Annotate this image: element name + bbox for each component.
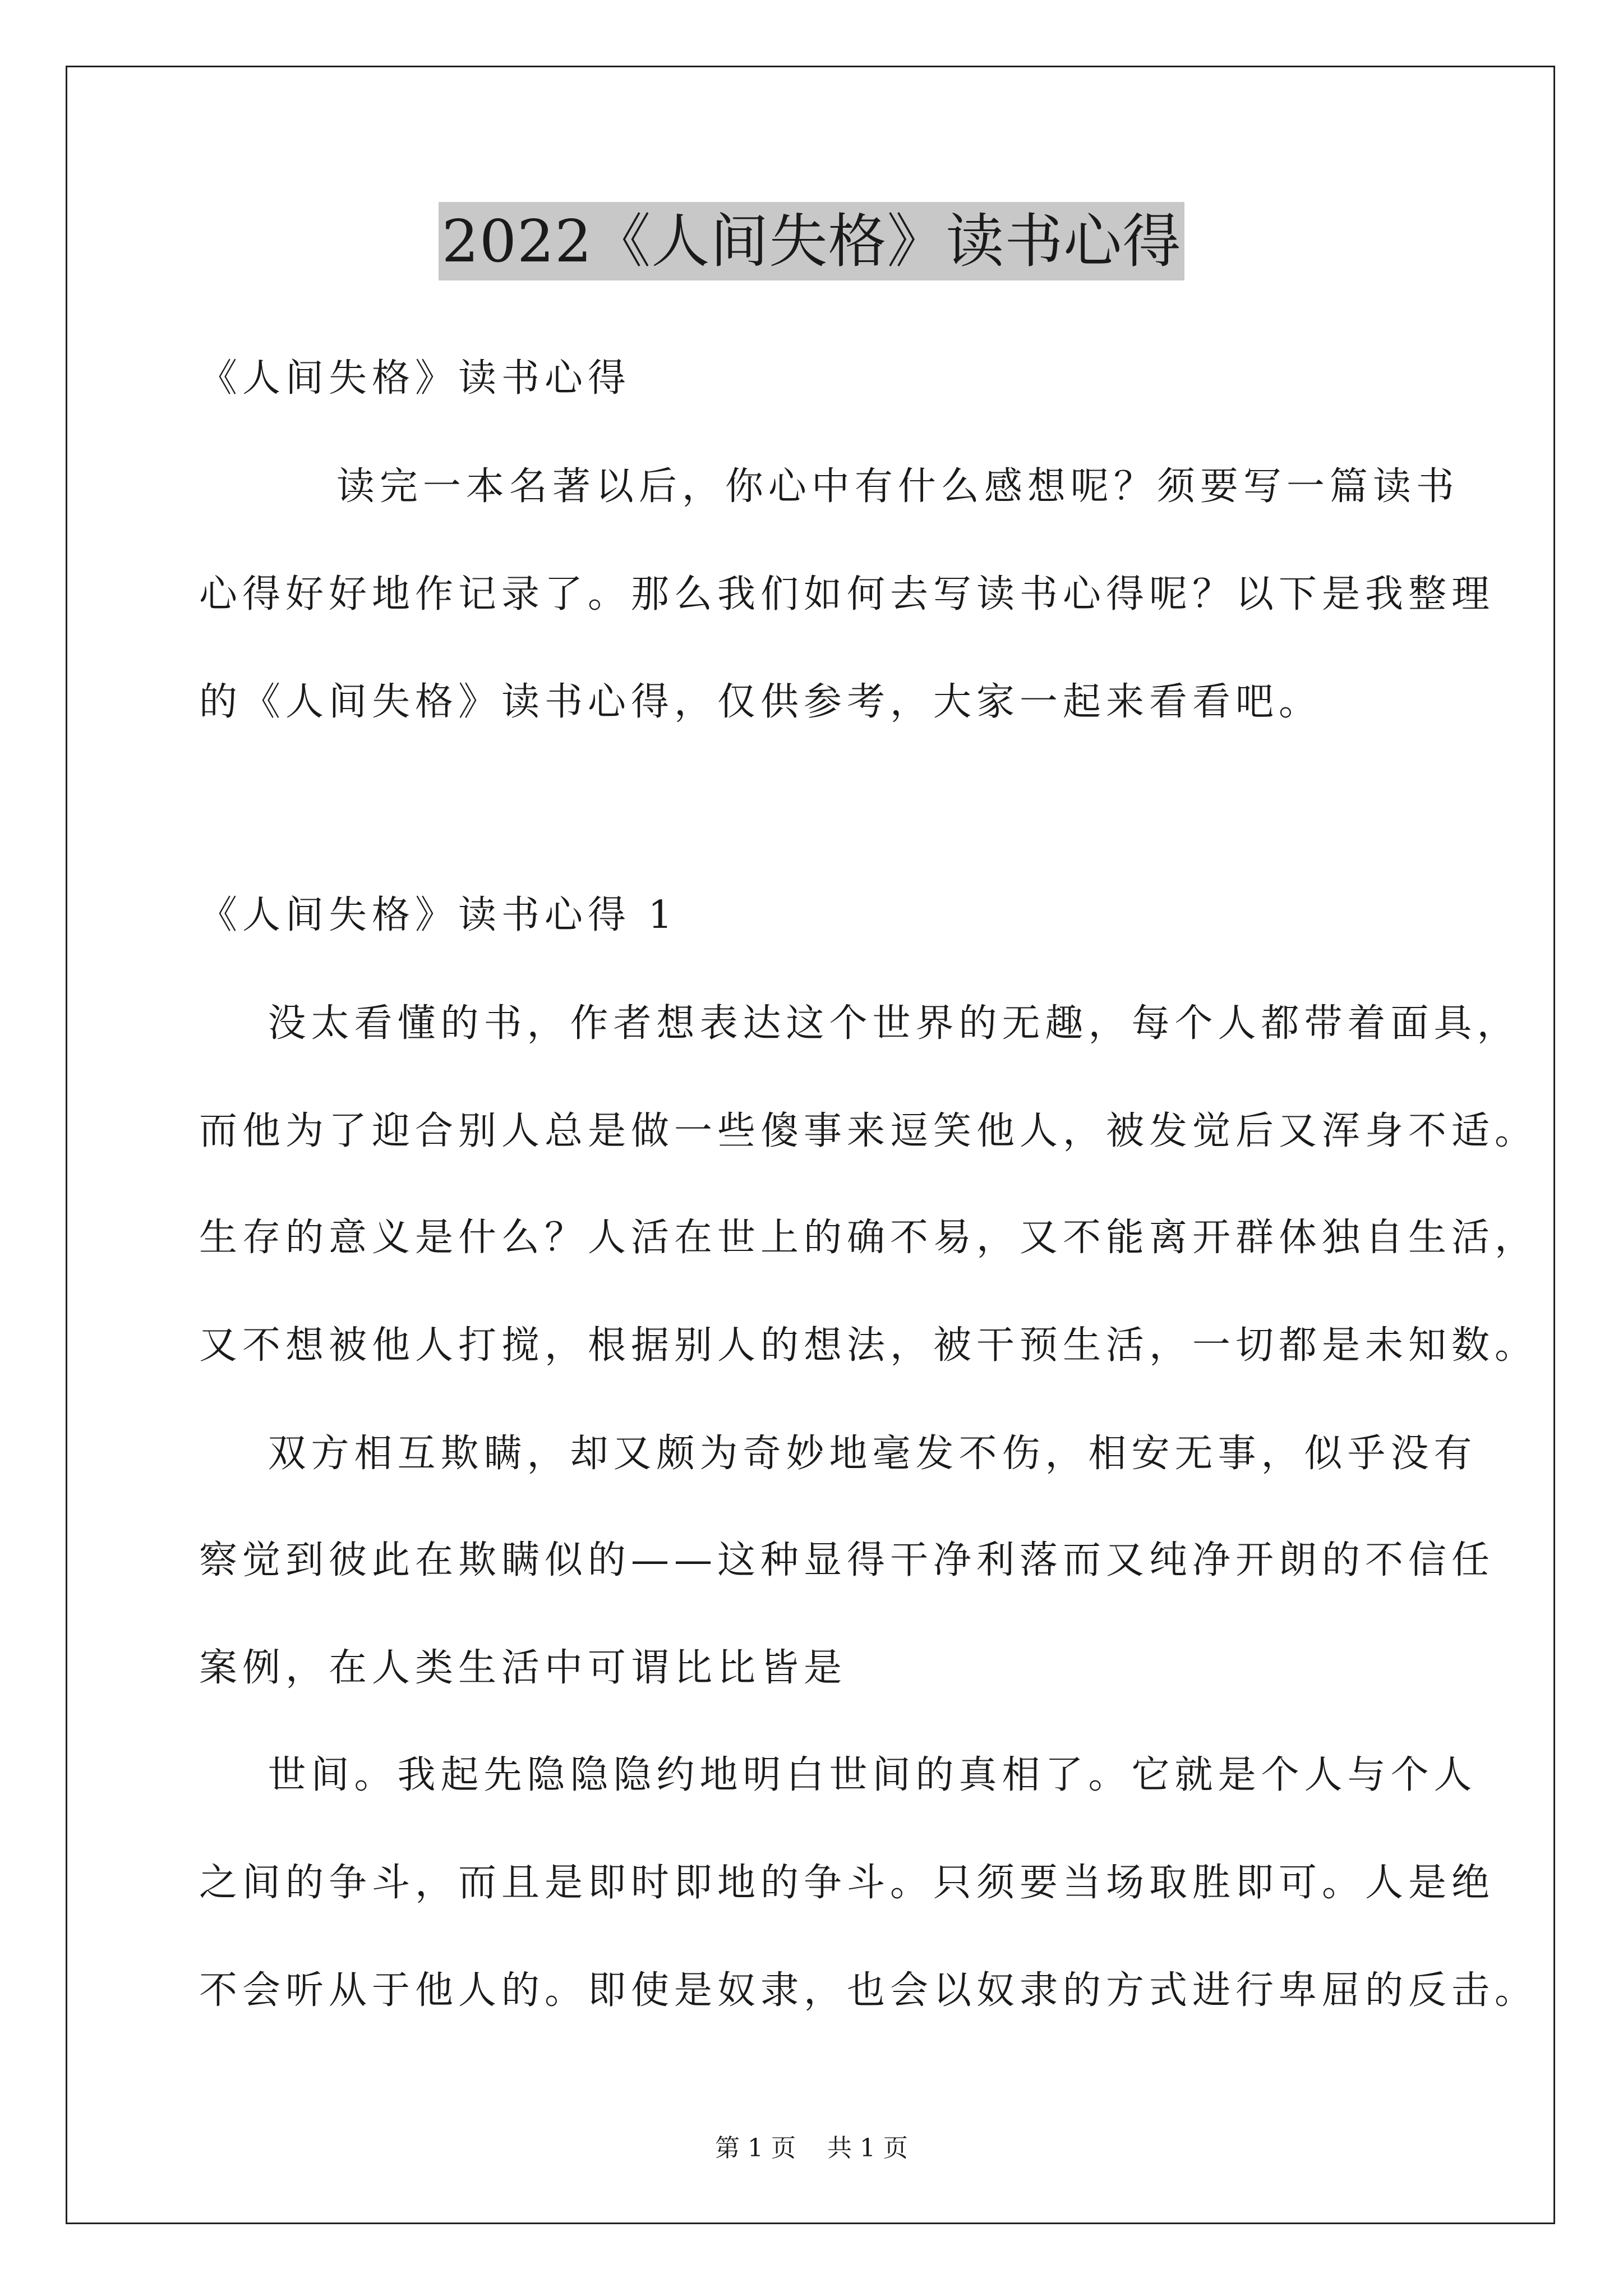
- body-line-7: 案例，在人类生活中可谓比比皆是: [199, 1646, 847, 1690]
- document-title: 2022《人间失格》读书心得: [439, 202, 1185, 280]
- title-container: [0, 202, 1623, 280]
- body-line-5: 双方相互欺瞒，却又颇为奇妙地毫发不伤，相安无事，似乎没有: [199, 1432, 1477, 1476]
- intro-line-2: 心得好好地作记录了。那么我们如何去写读书心得呢？以下是我整理: [199, 572, 1495, 616]
- body-line-2: 而他为了迎合别人总是做一些傻事来逗笑他人，被发觉后又浑身不适。: [199, 1109, 1538, 1153]
- page-footer: 第 1 页 共 1 页: [715, 2134, 908, 2162]
- body-line-4: 又不想被他人打搅，根据别人的想法，被干预生活，一切都是未知数。: [199, 1323, 1538, 1368]
- body-line-9: 之间的争斗，而且是即时即地的争斗。只须要当场取胜即可。人是绝: [199, 1861, 1495, 1905]
- body-line-3: 生存的意义是什么？人活在世上的确不易，又不能离开群体独自生活，: [199, 1216, 1538, 1260]
- body-line-8: 世间。我起先隐隐隐约地明白世间的真相了。它就是个人与个人: [199, 1753, 1477, 1797]
- body-line-1: 没太看懂的书，作者想表达这个世界的无趣，每个人都带着面具，: [199, 1001, 1520, 1046]
- body-line-10: 不会听从于他人的。即使是奴隶，也会以奴隶的方式进行卑屈的反击。: [199, 1968, 1538, 2013]
- intro-line-3: 的《人间失格》读书心得，仅供参考，大家一起来看看吧。: [199, 680, 1322, 724]
- intro-line-1: 读完一本名著以后，你心中有什么感想呢？须要写一篇读书: [199, 464, 1459, 509]
- section-heading: 《人间失格》读书心得 1: [199, 893, 677, 937]
- subtitle: 《人间失格》读书心得: [199, 356, 631, 401]
- body-line-6: 察觉到彼此在欺瞒似的——这种显得干净利落而又纯净开朗的不信任: [199, 1538, 1495, 1582]
